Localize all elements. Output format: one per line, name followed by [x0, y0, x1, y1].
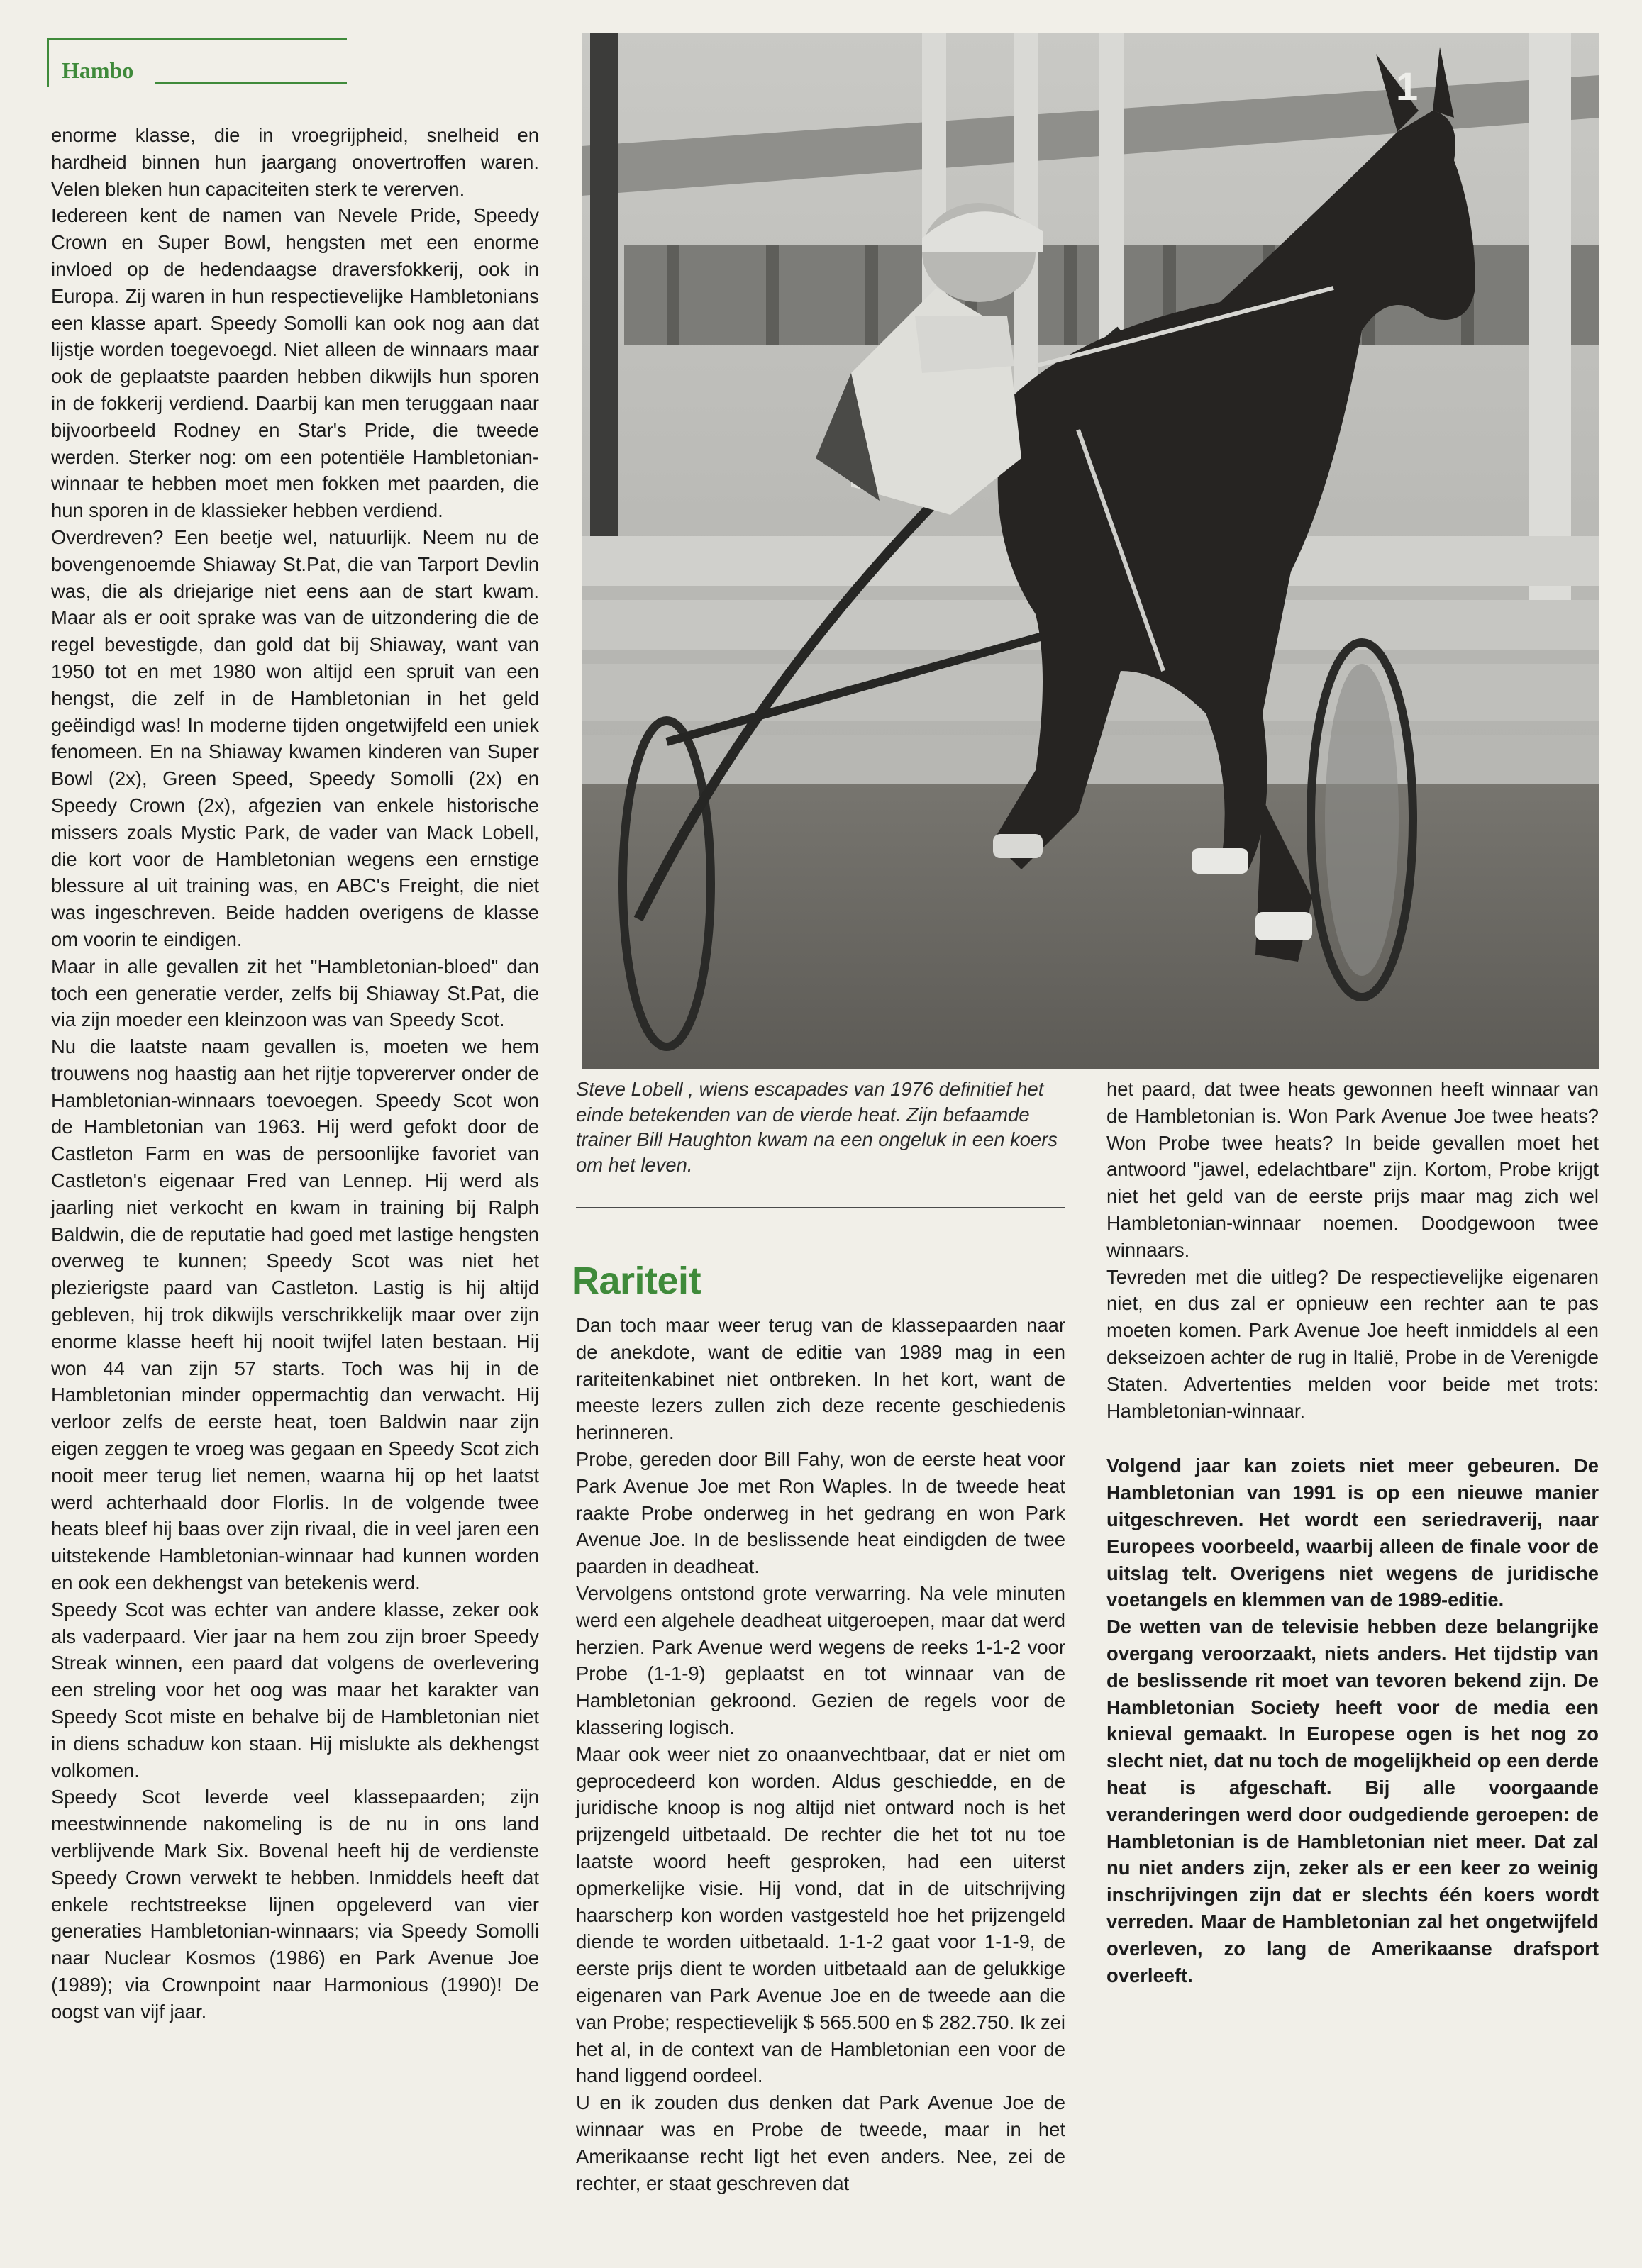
- photo-caption: Steve Lobell , wiens escapades van 1976 definitief het einde betekenden van de vierde heat. Zijn befaamde trainer Bill Haughton kwam na een ongeluk in een koers om het leven.: [576, 1078, 1058, 1176]
- bold-paragraph: Volgend jaar kan zoiets niet meer gebeuren. De Hambletonian van 1991 is op een nieuwe manier uitgeschreven. Het wordt een seriedraverij, naar Europees voorbeeld, waarbij alleen de finale voor de uitslag telt. Overigens niet wegens de juridische voetangels en klemmen van de 1989-editie.: [1106, 1455, 1599, 1611]
- paragraph: Vervolgens ontstond grote verwarring. Na vele minuten werd een algehele deadheat uitgeroepen, maar dat werd herzien. Park Avenue werd wegens de reeks 1-1-2 voor Probe (1-1-9) geplaatst en tot winnaar van de Hambletonian gekroond. Gezien de regels voor de klassering logisch.: [576, 1582, 1065, 1738]
- section-label-text: Hambo: [62, 57, 134, 83]
- paragraph: Maar in alle gevallen zit het "Hambletonian-bloed" dan toch een generatie verder, zelfs bij Shiaway St.Pat, die via zijn moeder een kleinzoon was van Speedy Scot.: [51, 955, 539, 1031]
- paragraph: Overdreven? Een beetje wel, natuurlijk. Neem nu de bovengenoemde Shiaway St.Pat, die van Tarport Devlin was, die als driejarige niet eens aan de start kwam. Maar als er ooit sprake was van de uitzondering die de regel bevestigde, dan gold dat bij Shiaway, want van 1950 tot en met 1980 won altijd een spruit van een hengst, die zelf in de Hambletonian in het geld geëindigd was! In moderne tijden ongetwijfeld een uniek fenomeen. En na Shiaway kwamen kinderen van Super Bowl (2x), Green Speed, Speedy Somolli (2x) en Speedy Crown (2x), afgezien van enkele historische missers zoals Mystic Park, de vader van Mack Lobell, die kort voor de Hambletonian wegens een ernstige blessure al uit training was, en ABC's Freight, die niet was ingeschreven. Beide hadden overigens de klasse om voorin te eindigen.: [51, 526, 539, 950]
- paragraph: Speedy Scot was echter van andere klasse, zeker ook als vaderpaard. Vier jaar na hem zou zijn broer Speedy Streak winnen, een paard dat volgens de overlevering een streling voor het oog was maar het karakter van Speedy Scot miste en behalve bij de Hambletonian niet in diens schaduw kon staan. Hij mislukte als dekhengst volkomen.: [51, 1598, 539, 1781]
- article-column-3: [1106, 1076, 1599, 1989]
- paragraph: Iedereen kent de namen van Nevele Pride, Speedy Crown en Super Bowl, hengsten met een enorme invloed op de hedendaagse draversfokkerij, ook in Europa. Zij waren in hun respectievelijke Hambletonians een klasse apart. Speedy Somolli kan ook nog aan dat lijstje worden toegevoegd. Niet alleen de winnaars maar ook de geplaatste paarden hebben dikwijls hun sporen in de fokkerij verdiend. Daarbij kan men teruggaan naar bijvoorbeeld Rodney en Star's Pride, die tweede werden. Sterker nog: om een potentiële Hambletonian-winnaar te hebben moet men fokken met paarden, die hun sporen in de klassieker hebben verdiend.: [51, 204, 539, 522]
- paragraph: Speedy Scot leverde veel klassepaarden; zijn meestwinnende nakomeling is de nu in ons land verblijvende Mark Six. Bovenal heeft hij de verdienste Speedy Crown verwekt te hebben. Inmiddels heeft dat enkele rechtstreekse lijnen opgeleverd van vier generaties Hambletonian-winnaars; via Speedy Somolli naar Nuclear Kosmos (1986) en Park Avenue Joe (1989); via Crownpoint naar Harmonious (1990)! De oogst van vijf jaar.: [51, 1786, 539, 2023]
- bold-paragraph: De wetten van de televisie hebben deze belangrijke overgang veroorzaakt, niets anders. Het tijdstip van de beslissende rit moet van tevoren bekend zijn. De Hambletonian Society heeft voor de media een knieval gemaakt. In Europese ogen is het nog zo slecht niet, dat nu toch de mogelijkheid op een derde heat is afgeschaft. Bij alle voorgaande veranderingen werd door oudgediende geroepen: de Hambletonian is de Hambletonian niet meer. Dat zal nu niet anders zijn, zeker als er een keer zo weinig inschrijvingen zijn dat er slechts één koers wordt verreden. Maar de Hambletonian zal het ongetwijfeld overleven, zo lang de Amerikaanse drafsport overleeft.: [1106, 1616, 1599, 1986]
- section-label-rule: [155, 82, 347, 84]
- saddle-number: 1: [1396, 64, 1419, 109]
- paragraph: U en ik zouden dus denken dat Park Avenue Joe de winnaar was en Probe de tweede, maar in het Amerikaanse recht ligt het even anders. Nee, zei de rechter, er staat geschreven dat: [576, 2091, 1065, 2194]
- section-heading: Rariteit: [572, 1260, 701, 1302]
- paragraph: enorme klasse, die in vroegrijpheid, snelheid en hardheid binnen hun jaargang onovertroffen waren. Velen bleken hun capaciteiten sterk te vererven.: [51, 124, 539, 200]
- article-column-1: [51, 122, 539, 2025]
- paragraph: Tevreden met die uitleg? De respectievelijke eigenaren niet, en dus zal er opnieuw een rechter aan te pas moeten komen. Park Avenue Joe heeft inmiddels al een dekseizoen achter de rug in Italië, Probe in de Verenigde Staten. Advertenties melden voor beide met trots: Hambletonian-winnaar.: [1106, 1265, 1599, 1422]
- paragraph: Probe, gereden door Bill Fahy, won de eerste heat voor Park Avenue Joe met Ron Waples. In de tweede heat raakte Probe onderweg in het gedrang en won Park Avenue Joe. In de beslissende heat eindigden de twee paarden in deadheat.: [576, 1447, 1065, 1578]
- article-column-2: [576, 1312, 1065, 2196]
- paragraph: het paard, dat twee heats gewonnen heeft winnaar van de Hambletonian is. Won Park Avenue Joe twee heats? Won Probe twee heats? In beide gevallen moet het antwoord "jawel, edelachtbare" zijn. Kortom, Probe krijgt niet het geld van de eerste prijs maar mag zich wel Hambletonian-winnaar noemen. Doodgewoon twee winnaars.: [1106, 1078, 1599, 1261]
- section-label: [47, 38, 347, 87]
- paragraph: Maar ook weer niet zo onaanvechtbaar, dat er niet om geprocedeerd kon worden. Aldus geschiedde, en de juridische knoop is nog altijd niet ontward noch is het prijzengeld uitbetaald. De rechter die het tot nu toe laatste woord heeft gesproken, had een uiterst opmerkelijke visie. Hij vond, dat in de uitschrijving haarscherp kon worden vastgesteld hoe het prijzengeld diende te worden uitbetaald. 1-1-2 gaat voor 1-1-9, de eerste prijs dient te worden uitbetaald aan de gelukkige eigenaren van Park Avenue Joe en de tweede aan die van Probe; respectievelijk $ 565.500 en $ 282.750. Ik zei het al, in de context van de Hambletonian een voor de hand liggend oordeel.: [576, 1742, 1065, 2087]
- paragraph: Dan toch maar weer terug van de klassepaarden naar de anekdote, want de editie van 1989 mag in een rariteitenkabinet niet ontbreken. In het kort, want de meeste lezers zullen zich deze recente geschiedenis herinneren.: [576, 1314, 1065, 1444]
- caption-divider: [576, 1207, 1065, 1208]
- paragraph: Nu die laatste naam gevallen is, moeten we hem trouwens nog haastig aan het rijtje topvererver onder de Hambletonian-winnaars toevoegen. Speedy Scot won de Hambletonian van 1963. Hij werd gefokt door de Castleton Farm en was de persoonlijke favoriet van Castleton's eigenaar Fred van Lennep. Hij werd als jaarling niet verkocht en kwam in training bij Ralph Baldwin, die de reputatie had goed met lastige hengsten overweg te kunnen; Speedy Scot was niet het plezierigste paard van Castleton. Lastig is hij altijd gebleven, hij trok dikwijls verschrikkelijk maar over zijn enorme klasse heeft hij nooit twijfel laten bestaan. Hij won 44 van zijn 57 starts. Toch was hij in de Hambletonian minder oppermachtig dan verwacht. Hij verloor zelfs de eerste heat, toen Baldwin naar zijn eigen zeggen te vroeg was gegaan en Speedy Scot zich nooit meer terug liet nemen, waarna hij op het laatst werd achterhaald door Florlis. In de volgende twee heats bleef hij baas over zijn rivaal, die in veel jaren een uitstekende Hambletonian-winnaar had kunnen worden en ook een dekhengst van betekenis werd.: [51, 1035, 539, 1594]
- harness-racing-photo: [582, 33, 1599, 1069]
